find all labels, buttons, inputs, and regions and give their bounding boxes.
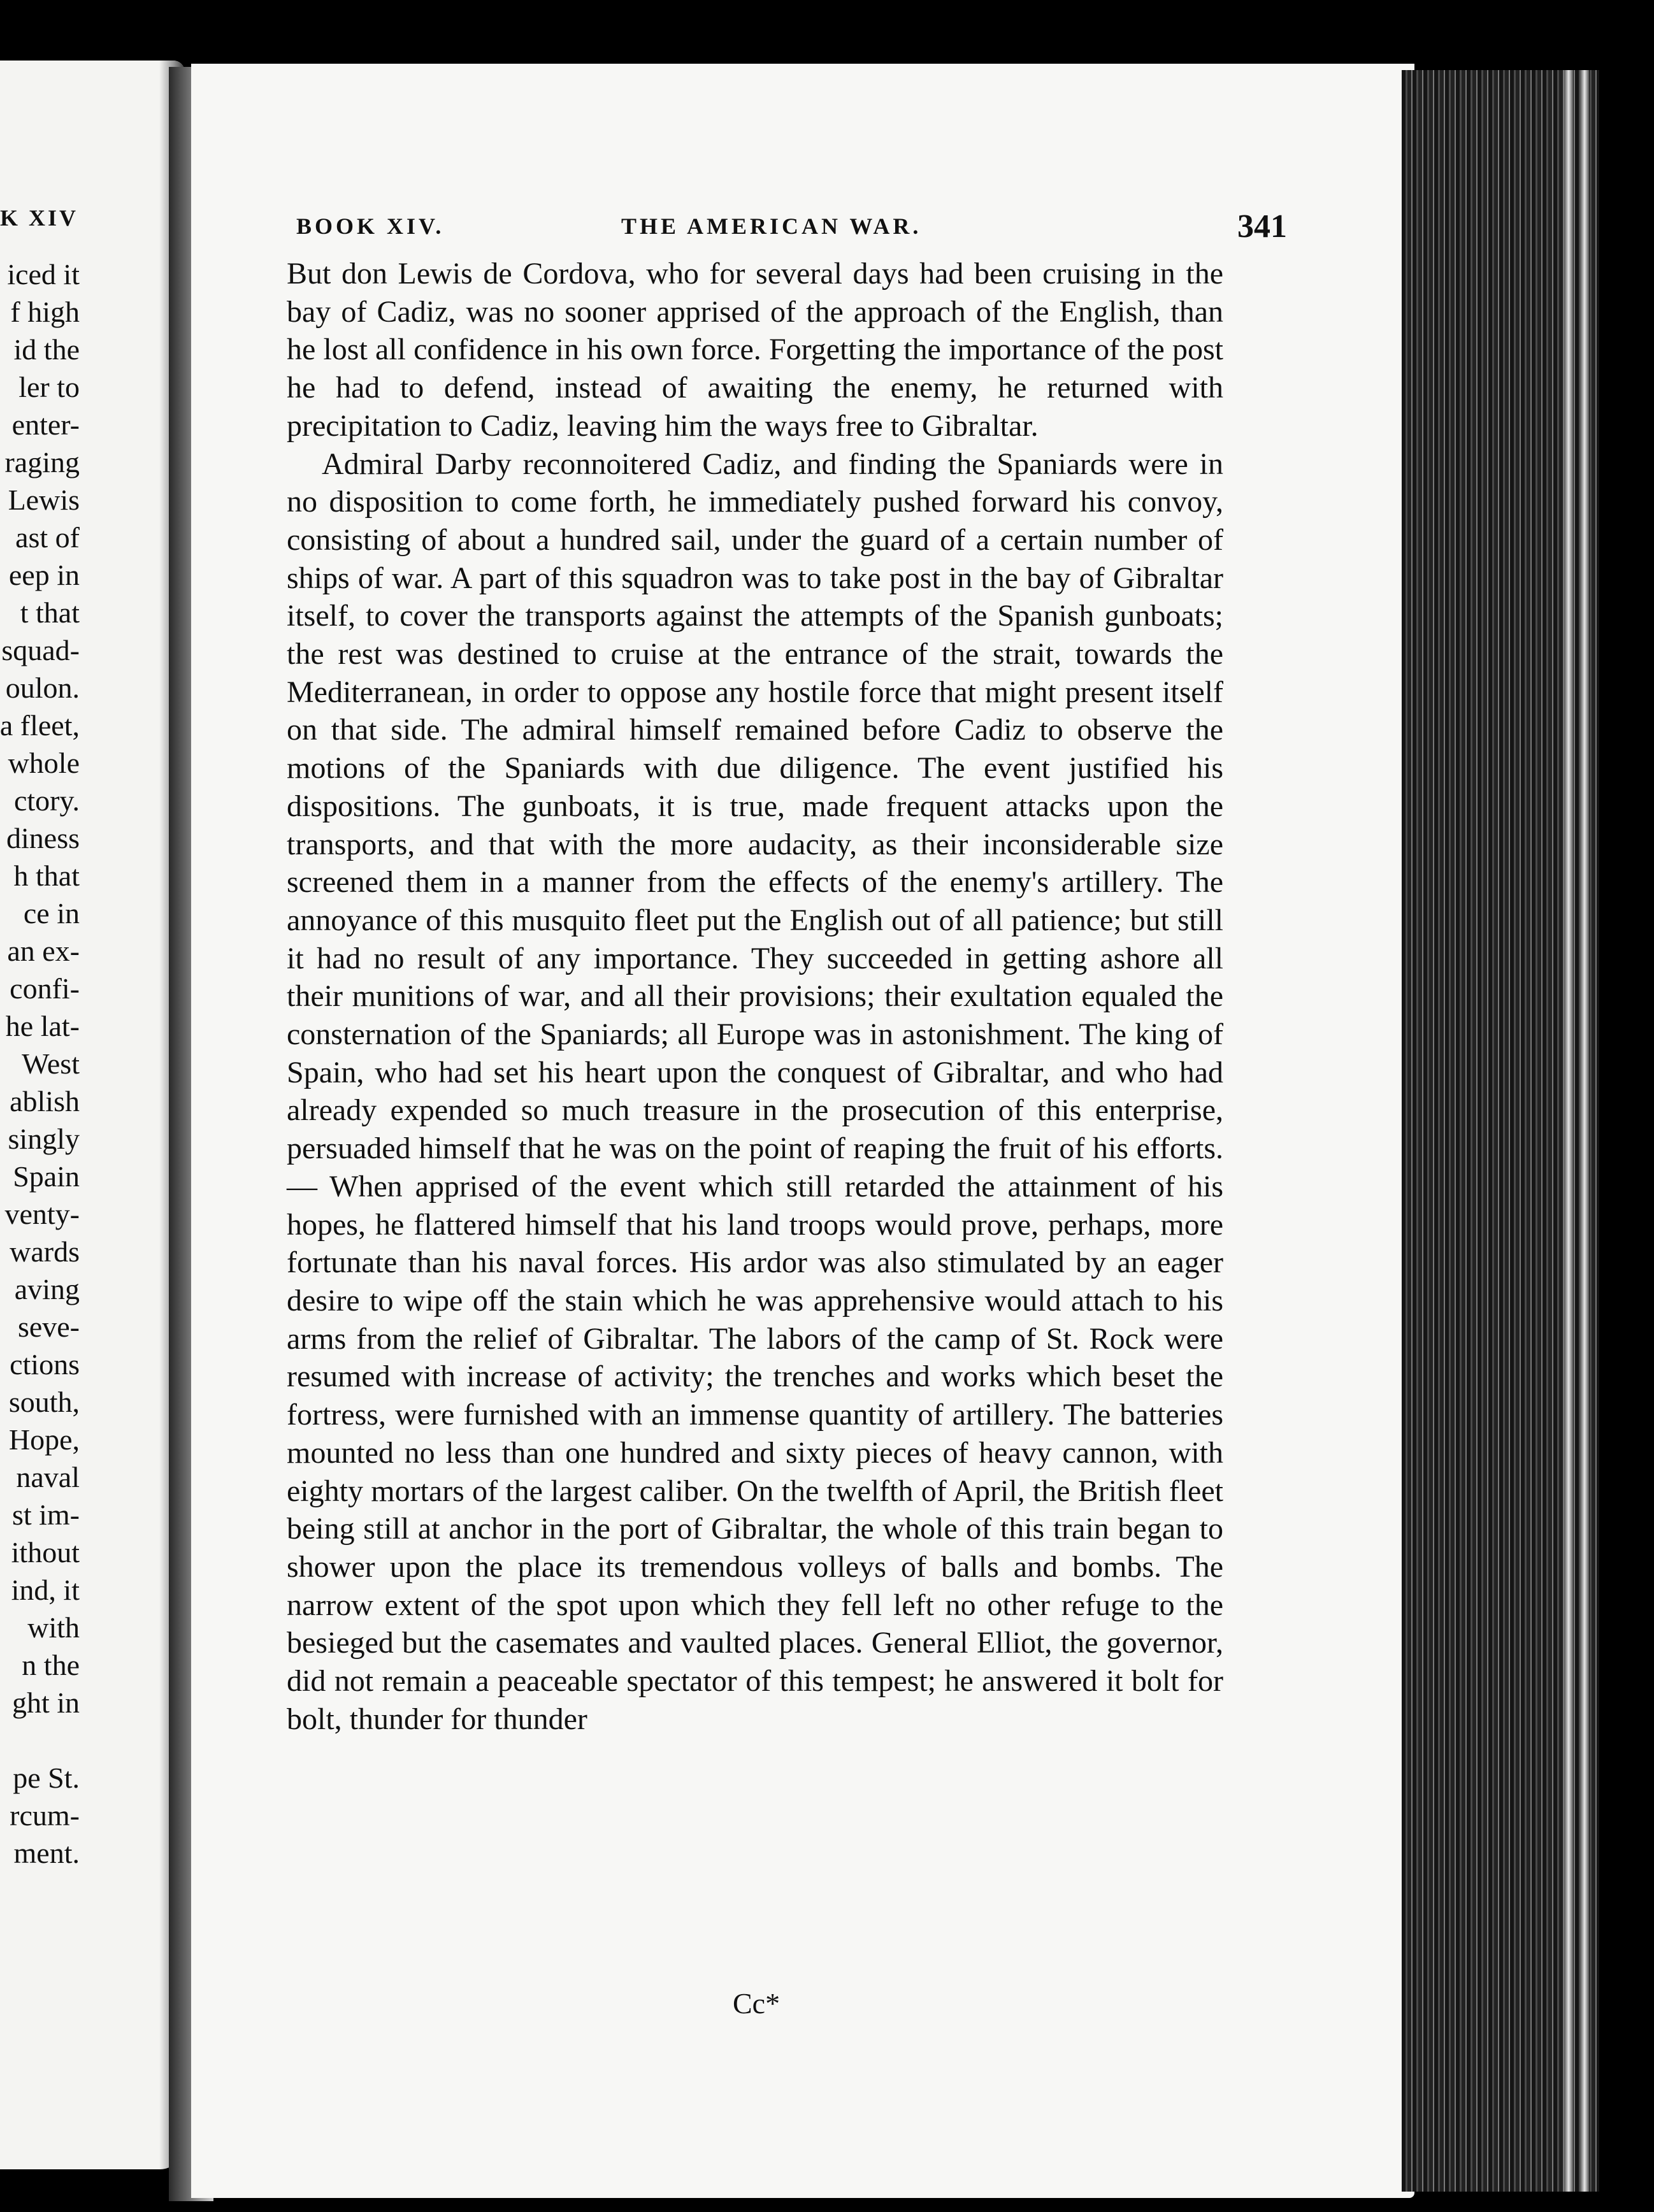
facing-page-line: wards bbox=[10, 1235, 80, 1268]
facing-page-line: iced it bbox=[7, 258, 80, 291]
facing-page-line: eep in bbox=[8, 559, 80, 591]
facing-page-line: ctions bbox=[10, 1348, 80, 1381]
facing-page-line: Hope, bbox=[8, 1423, 80, 1456]
facing-page-line: ce in bbox=[23, 897, 80, 930]
facing-page-line: confi- bbox=[10, 972, 80, 1005]
book-page bbox=[191, 64, 1414, 2198]
facing-page-line: t that bbox=[20, 596, 80, 629]
facing-page-line: Spain bbox=[13, 1160, 80, 1193]
facing-page-line: f high bbox=[10, 296, 80, 328]
facing-page-line: rcum- bbox=[10, 1799, 80, 1832]
facing-page-line: ler to bbox=[18, 371, 80, 403]
page-edge-highlight bbox=[1564, 70, 1573, 2192]
facing-page-line: Lewis bbox=[8, 484, 80, 516]
book-page-edges bbox=[1402, 70, 1599, 2192]
facing-page-line: ast of bbox=[15, 521, 80, 554]
facing-page-line: pe St. bbox=[13, 1762, 80, 1794]
facing-page-line: south, bbox=[8, 1386, 80, 1418]
facing-page-line: n the bbox=[22, 1649, 80, 1681]
facing-page-line: aving bbox=[14, 1273, 80, 1305]
facing-page-line bbox=[0, 1721, 80, 1759]
facing-page-line: he lat- bbox=[5, 1010, 80, 1042]
facing-page-line: ithout bbox=[11, 1536, 80, 1569]
facing-page-line: singly bbox=[8, 1123, 80, 1155]
facing-page-text bbox=[0, 255, 80, 1872]
facing-page-line: venty- bbox=[4, 1198, 80, 1230]
facing-page-line: diness bbox=[6, 822, 80, 854]
facing-page-line: enter- bbox=[11, 408, 80, 441]
page-edge-highlight bbox=[1580, 70, 1589, 2192]
facing-page-line: raging bbox=[4, 446, 80, 478]
facing-page-line: a fleet, bbox=[0, 709, 80, 742]
facing-page-line: id the bbox=[13, 333, 80, 366]
facing-page-line: ind, it bbox=[11, 1574, 80, 1606]
facing-page-line: ght in bbox=[11, 1686, 80, 1719]
facing-page bbox=[0, 61, 185, 2169]
facing-page-line: naval bbox=[16, 1461, 80, 1493]
facing-page-line: ment. bbox=[13, 1837, 80, 1869]
facing-page-line: st im- bbox=[11, 1498, 80, 1531]
printer-signature-mark: Cc* bbox=[733, 1987, 780, 2020]
facing-page-line: seve- bbox=[17, 1311, 80, 1343]
paragraph: Admiral Darby reconnoitered Cadiz, and finding the Spaniards were in no disposition to come forth, he immediately pushed forward his convoy, consisting of about a hundred sail, under the guard of a certain number of ships of war. A part of this squadron was to take post in the bay of Gibraltar itself, to cover the transports against the attempts of the Spanish gunboats; the rest was destined to cruise at the entrance of the strait, towards the Mediterranean, in order to oppose any hostile force that might present itself on that side. The admiral himself remained before Cadiz to observe the motions of the Spaniards with due diligence. The event justified his dispositions. The gunboats, it is true, made frequent attacks upon the transports, and that with the more audacity, as their inconsiderable size screened them in a manner from the effects of the enemy's artillery. The annoyance of this musquito fleet put the English out of all patience; but still it had no result of any importance. They succeeded in getting ashore all their munitions of war, and all their provisions; their exultation equaled the consternation of the Spaniards; all Europe was in astonishment. The king of Spain, who had set his heart upon the conquest of Gibraltar, and who had already expended so much treasure in the prosecution of this enterprise, persuaded himself that he was on the point of reaping the fruit of his efforts.— When apprised of the event which still retarded the attainment of his hopes, he flattered himself that his land troops would prove, perhaps, more fortunate than his naval forces. His ardor was also stimulated by an eager desire to wipe off the stain which he was apprehensive would attach to his arms from the relief of Gibraltar. The labors of the camp of St. Rock were resumed with increase of activity; the trenches and works which beset the fortress, were furnished with an immense quantity of artillery. The batteries mounted no less than one hundred and sixty pieces of heavy cannon, with eighty mortars of the largest caliber. On the twelfth of April, the British fleet being still at anchor in the port of Gibraltar, the whole of this train began to shower upon the place its tremendous volleys of balls and bombs. The narrow extent of the spot upon which they fell left no other refuge to the besieged but the casemates and vaulted places. General Elliot, the governor, did not remain a peaceable spectator of this tempest; he answered it bolt for bolt, thunder for thunder bbox=[287, 447, 1223, 1736]
page-body bbox=[287, 255, 1223, 1738]
running-header bbox=[296, 208, 1287, 246]
paragraph: But don Lewis de Cordova, who for several days had been cruising in the bay of Cadiz, was no sooner apprised of the approach of the English, than he lost all confidence in his own force. Forgetting the importance of the post he had to defend, instead of awaiting the enemy, he returned with precipitation to Cadiz, leaving him the ways free to Gibraltar. bbox=[287, 257, 1223, 443]
facing-page-line: ablish bbox=[10, 1085, 80, 1117]
facing-page-line: oulon. bbox=[5, 672, 80, 704]
facing-page-line: ctory. bbox=[13, 784, 80, 817]
facing-page-line: squad- bbox=[1, 634, 80, 666]
page-number: 341 bbox=[1237, 208, 1287, 245]
facing-page-line: h that bbox=[13, 859, 80, 892]
facing-page-line: whole bbox=[8, 747, 80, 779]
facing-page-line: with bbox=[27, 1611, 80, 1644]
facing-page-header: K XIV bbox=[0, 205, 79, 231]
facing-page-line: West bbox=[22, 1047, 80, 1080]
facing-page-line: an ex- bbox=[7, 935, 80, 967]
running-title: THE AMERICAN WAR. bbox=[621, 213, 922, 239]
book-section-label: BOOK XIV. bbox=[296, 213, 445, 239]
